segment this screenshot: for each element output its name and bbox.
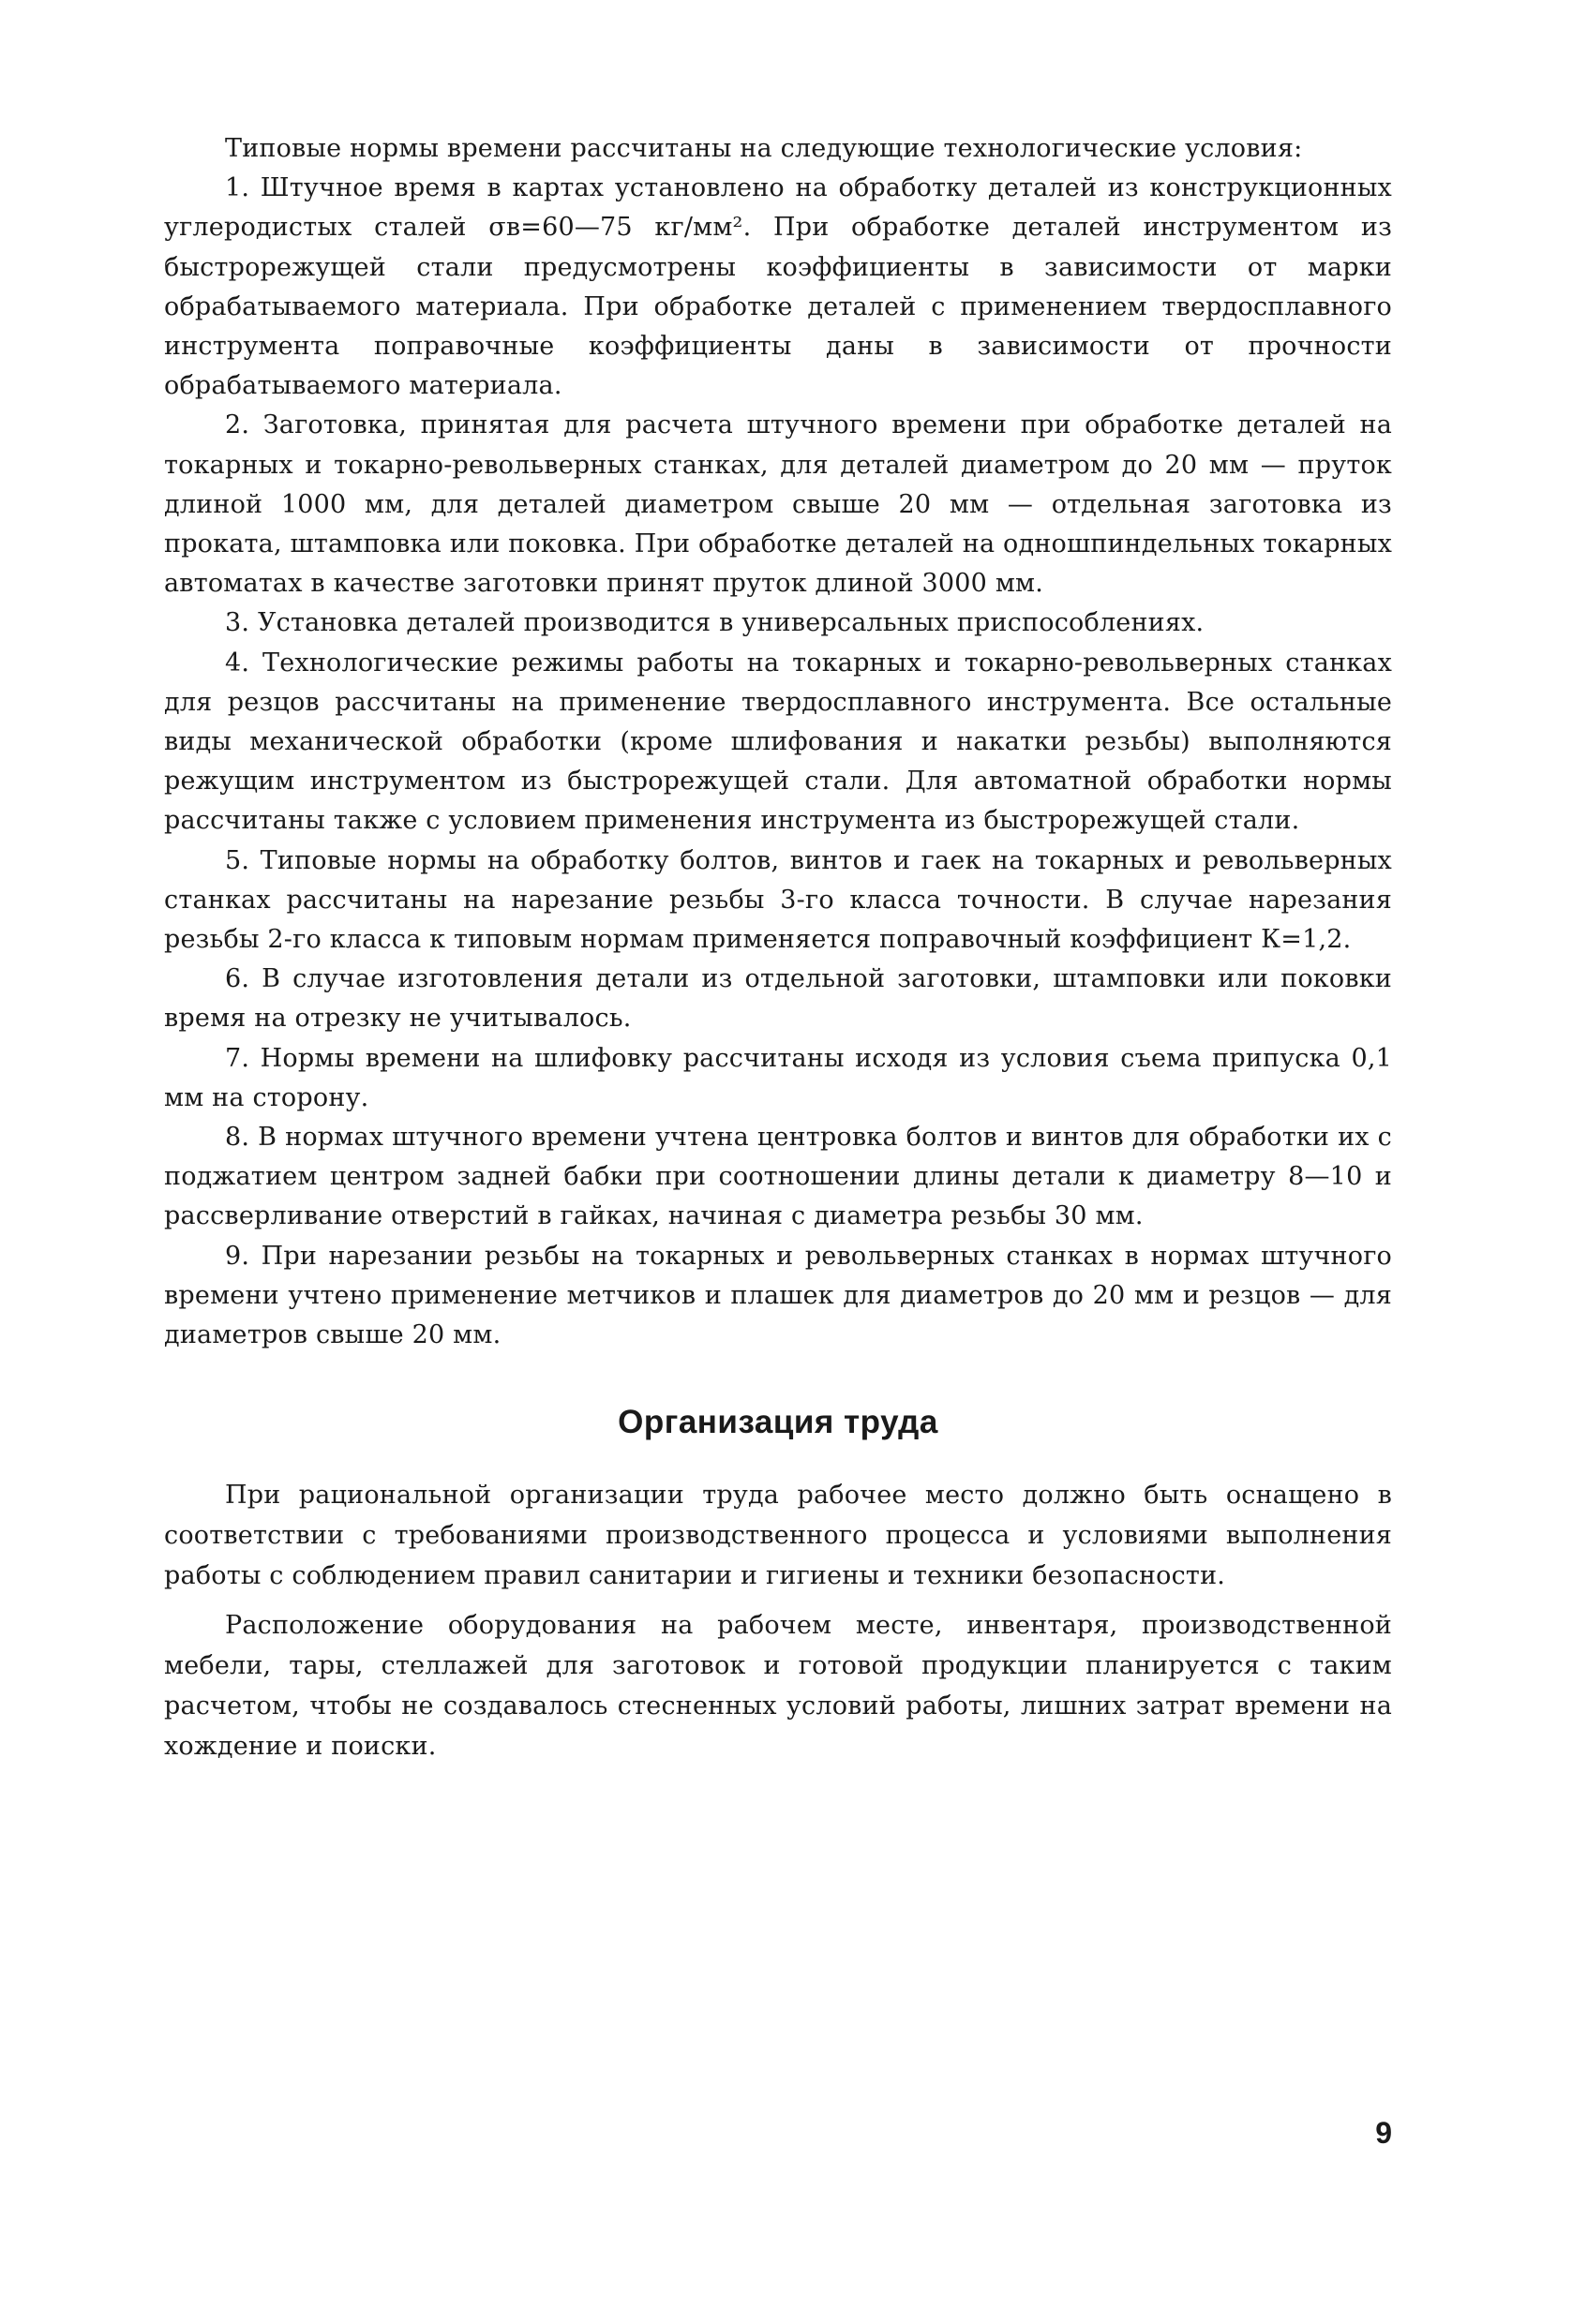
- condition-2: 2. Заготовка, принятая для расчета штучного времени при обработке деталей на токарных и токарно-револьверных станках, для деталей диаметром до 20 мм — пруток длиной 1000 мм, для деталей диаметром свыше 20 мм — отдельная заготовка из проката, штамповка или поковка. При обработке деталей на одношпиндельных токарных автоматах в качестве заготовки принят пруток длиной 3000 мм.: [164, 410, 1392, 599]
- section-heading: Организация труда: [618, 1404, 938, 1441]
- condition-9: 9. При нарезании резьбы на токарных и револьверных станках в нормах штучного времени учтено применение метчиков и плашек для диаметров до 20 мм и резцов — для диаметров свыше 20 мм.: [164, 1241, 1392, 1350]
- condition-5: 5. Типовые нормы на обработку болтов, винтов и гаек на токарных и револьверных станках рассчитаны на нарезание резьбы 3-го класса точности. В случае нарезания резьбы 2-го класса к типовым нормам применяется поправочный коэффициент К=1,2.: [164, 845, 1392, 955]
- condition-6: 6. В случае изготовления детали из отдельной заготовки, штамповки или поковки время на отрезку не учитывалось.: [164, 964, 1392, 1034]
- condition-4: 4. Технологические режимы работы на токарных и токарно-револьверных станках для резцов рассчитаны на применение твердосплавного инструмента. Все остальные виды механической обработки (кроме шлифования и накатки резьбы) выполняются режущим инструментом из быстрорежущей стали. Для автоматной обработки нормы рассчитаны также с условием применения инструмента из быстрорежущей стали.: [164, 648, 1392, 836]
- section-paragraph-1: При рациональной организации труда рабочее место должно быть оснащено в соответствии с требованиями производственного процесса и условиями выполнения работы с соблюдением правил санитарии и гигиены и техники безопасности.: [164, 1481, 1392, 1591]
- section-paragraph-2: Расположение оборудования на рабочем месте, инвентаря, производственной мебели, тары, стеллажей для заготовок и готовой продукции планируется с таким расчетом, чтобы не создавалось стесненных условий работы, лишних затрат времени на хождение и поиски.: [164, 1611, 1392, 1762]
- condition-7: 7. Нормы времени на шлифовку рассчитаны исходя из условия съема припуска 0,1 мм на сторону.: [164, 1043, 1392, 1112]
- condition-8: 8. В нормах штучного времени учтена центровка болтов и винтов для обработки их с поджатием центром задней бабки при соотношении длины детали к диаметру 8—10 и рассверливание отверстий в гайках, начиная с диаметра резьбы 30 мм.: [164, 1123, 1392, 1231]
- intro-paragraph: Типовые нормы времени рассчитаны на следующие технологические условия:: [225, 134, 1303, 163]
- document-page: [164, 129, 1392, 1766]
- page-number: 9: [1375, 2116, 1392, 2150]
- condition-3: 3. Установка деталей производится в универсальных приспособлениях.: [225, 608, 1205, 638]
- condition-1: 1. Штучное время в картах установлено на обработку деталей из конструкционных углеродистых сталей σв=60—75 кг/мм². При обработке деталей инструментом из быстрорежущей стали предусмотрены коэффициенты в зависимости от марки обрабатываемого материала. При обработке деталей с применением твердосплавного инструмента поправочные коэффициенты даны в зависимости от прочности обрабатываемого материала.: [164, 173, 1392, 401]
